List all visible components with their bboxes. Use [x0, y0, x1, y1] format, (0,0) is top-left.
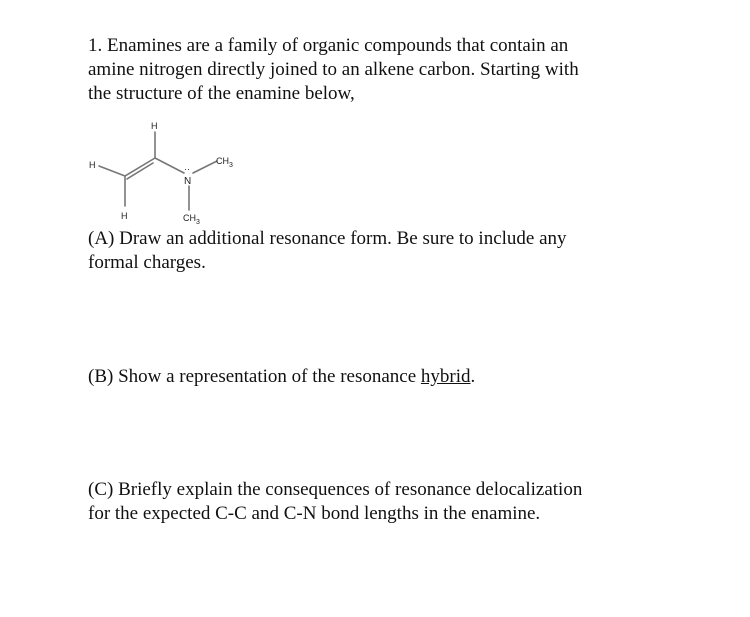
part-a-line: formal charges.: [88, 252, 206, 273]
question-intro: [88, 34, 579, 106]
intro-line: the structure of the enamine below,: [88, 83, 355, 104]
hydrogen-label: H: [89, 160, 96, 170]
part-b-period: .: [470, 366, 476, 387]
methyl-label: [216, 156, 233, 169]
part-a-line: (A) Draw an additional resonance form. Be sure to include any: [88, 228, 567, 249]
part-c-line: for the expected C-C and C-N bond lengths in the enamine.: [88, 503, 541, 524]
intro-line: 1. Enamines are a family of organic compounds that contain an: [88, 35, 569, 56]
methyl-subscript: 3: [229, 162, 233, 169]
intro-line: amine nitrogen directly joined to an alkene carbon. Starting with: [88, 59, 579, 80]
hydrogen-label: H: [151, 121, 158, 131]
methyl-ch: CH: [183, 213, 196, 223]
part-b: [88, 365, 475, 389]
hydrogen-label: H: [121, 211, 128, 221]
part-b-text: (B) Show a representation of the resonance: [88, 366, 421, 387]
lone-pair-dots: ··: [184, 164, 190, 174]
methyl-subscript: 3: [196, 219, 200, 226]
part-a: [88, 227, 567, 275]
nitrogen-label: N: [184, 176, 192, 187]
enamine-structure: [85, 118, 260, 228]
methyl-ch: CH: [216, 156, 229, 166]
hybrid-underlined-word: hybrid: [420, 366, 471, 387]
part-c: [88, 478, 582, 526]
methyl-label: [183, 213, 200, 226]
part-c-line: (C) Briefly explain the consequences of resonance delocalization: [88, 479, 583, 500]
